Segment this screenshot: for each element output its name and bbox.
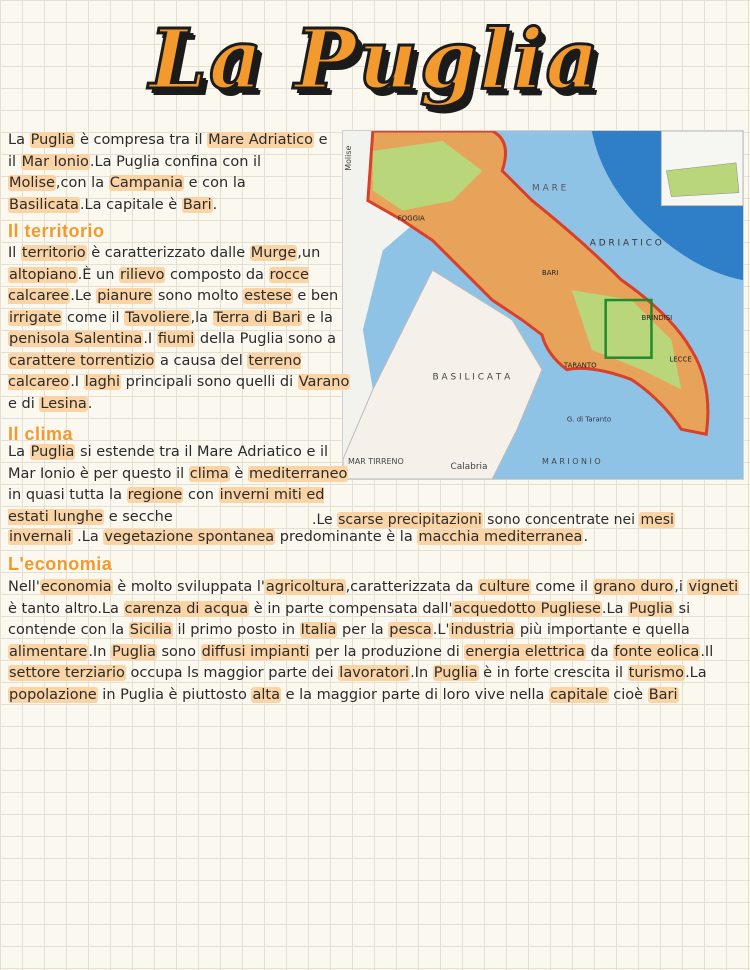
highlighted-term: pesca: [389, 622, 432, 639]
highlighted-term: Mare Adriatico: [208, 132, 314, 148]
text-run: è in parte compensata dall': [249, 600, 453, 617]
map-label-foggia: FOGGIA: [397, 214, 425, 223]
text-run: si estende tra il Mare Adriatico e il Mar Ionio è per questo il: [8, 444, 329, 482]
map-label-basilicata: B A S I L I C A T A: [432, 372, 511, 383]
highlighted-term: altopiano: [9, 266, 77, 283]
text-run: .Le: [312, 512, 338, 528]
text-run: è caratterizzato dalle: [86, 245, 250, 261]
clima-paragraph: [8, 442, 352, 528]
highlighted-term: irrigate: [9, 309, 62, 326]
highlighted-term: macchia mediterranea: [418, 529, 583, 545]
text-run: .In: [88, 643, 112, 660]
text-run: .Le: [70, 288, 97, 304]
text-run: cioè: [608, 686, 648, 703]
text-run: Nell': [8, 579, 40, 595]
text-run: e secche: [104, 508, 173, 525]
highlighted-term: Puglia: [629, 600, 673, 617]
text-run: il primo posto in: [172, 622, 300, 639]
text-run: .La: [72, 529, 104, 545]
text-run: a causa del: [155, 352, 248, 369]
highlighted-term: Puglia: [30, 444, 75, 460]
text-run: ,un: [297, 245, 321, 261]
text-run: .L': [432, 622, 450, 639]
highlighted-term: energia elettrica: [465, 643, 585, 660]
heading-territorio: Il territorio: [8, 221, 105, 241]
text-run: .: [87, 395, 93, 412]
highlighted-term: regione: [127, 487, 183, 503]
highlighted-term: Puglia: [30, 132, 75, 148]
highlighted-term: vegetazione spontanea: [104, 529, 275, 545]
intro-paragraph: [8, 130, 333, 216]
text-run: .La: [601, 600, 629, 617]
map-label-molise: Molise: [343, 145, 353, 171]
text-run: ,la: [190, 309, 213, 326]
text-run: composto da: [165, 266, 269, 283]
highlighted-term: economia: [40, 579, 112, 595]
text-run: e ben: [292, 288, 339, 304]
text-run: principali sono quelli di: [121, 374, 298, 390]
text-run: per la produzione di: [310, 643, 465, 660]
text-run: più importante e quella: [515, 622, 690, 639]
map-label-brindisi: BRINDISI: [641, 313, 673, 322]
highlighted-term: Bari: [648, 686, 678, 703]
text-run: .I: [70, 374, 84, 390]
text-run: e di: [8, 395, 40, 412]
heading-clima: Il clima: [8, 424, 74, 444]
text-run: in quasi tutta la: [8, 487, 127, 503]
highlighted-term: lavoratori: [339, 665, 410, 682]
highlighted-term: carattere torrentizio: [9, 352, 155, 369]
highlighted-term: penisola Salentina: [9, 331, 143, 347]
text-run: .Il: [700, 643, 714, 660]
text-run: e con la: [184, 175, 246, 191]
text-run: da: [585, 643, 614, 660]
map-label-mar-ionio: M A R I O N I O: [542, 457, 601, 467]
highlighted-term: Sicilia: [129, 622, 172, 639]
map-label-bari: BARI: [542, 269, 559, 278]
text-run: come il: [62, 309, 125, 326]
highlighted-term: mediterraneo: [248, 465, 348, 482]
highlighted-term: Tavoliere: [125, 309, 190, 326]
text-run: .È un: [77, 266, 120, 283]
highlighted-term: Basilicata: [9, 196, 79, 213]
highlighted-term: fiumi: [157, 331, 195, 347]
text-run: è: [229, 465, 248, 482]
highlighted-term: estese: [244, 288, 292, 304]
highlighted-term: Bari: [182, 196, 212, 213]
text-run: Il: [8, 245, 21, 261]
text-run: .La: [685, 665, 707, 682]
text-run: .: [212, 196, 218, 213]
text-run: La: [8, 132, 30, 148]
map-label-golfo-taranto: G. di Taranto: [566, 415, 612, 424]
map-label-mare: M A R E: [532, 183, 567, 194]
highlighted-term: turismo: [628, 665, 685, 682]
text-run: .La Puglia confina con il: [89, 153, 262, 170]
highlighted-term: clima: [189, 465, 229, 482]
text-run: .In: [410, 665, 433, 682]
highlighted-term: terreno calcareo: [8, 352, 302, 390]
highlighted-term: capitale: [550, 686, 608, 703]
highlighted-term: Molise: [9, 175, 55, 191]
clima-paragraph-last-line: [8, 527, 748, 549]
text-run: e la maggior parte di loro vive nella: [280, 686, 550, 703]
highlighted-term: Terra di Bari: [213, 309, 301, 326]
text-run: è in forte crescita il: [478, 665, 628, 682]
highlighted-term: Mar Ionio: [21, 153, 89, 170]
highlighted-term: Lesina: [40, 395, 87, 412]
text-run: sono: [156, 643, 201, 660]
highlighted-term: industria: [450, 622, 515, 639]
text-run: sono concentrate nei: [482, 512, 640, 528]
text-run: è tanto altro.La: [8, 600, 124, 617]
highlighted-term: invernali: [9, 529, 72, 545]
text-run: è compresa tra il: [75, 132, 208, 148]
text-run: ,caratterizzata da: [345, 579, 479, 595]
highlighted-term: Campania: [109, 175, 184, 191]
highlighted-term: diffusi impianti: [201, 643, 310, 660]
text-run: predominante è la: [275, 529, 418, 545]
map-label-taranto: TARANTO: [563, 361, 597, 370]
highlighted-term: rocce calcaree: [8, 266, 309, 304]
text-run: si contende con la: [8, 600, 691, 639]
highlighted-term: inverni miti ed estati lunghe: [8, 487, 325, 525]
text-run: ,con la: [55, 175, 109, 191]
highlighted-term: Varano: [298, 374, 350, 390]
highlighted-term: rilievo: [120, 266, 165, 283]
text-run: in Puglia è piuttosto: [97, 686, 252, 703]
highlighted-term: pianure: [97, 288, 153, 304]
highlighted-term: laghi: [84, 374, 121, 390]
text-run: è molto sviluppata l': [112, 579, 265, 595]
highlighted-term: Italia: [300, 622, 337, 639]
highlighted-term: settore terziario: [9, 665, 125, 682]
economia-paragraph: [8, 577, 744, 707]
text-run: .: [583, 529, 589, 545]
text-run: per la: [337, 622, 389, 639]
page-title: La Puglia: [149, 12, 601, 108]
highlighted-term: popolazione: [9, 686, 97, 703]
text-run: e il: [8, 132, 328, 170]
highlighted-term: grano duro: [593, 579, 674, 595]
highlighted-term: fonte eolica: [614, 643, 700, 660]
text-run: occupa ls maggior parte dei: [125, 665, 339, 682]
text-run: con: [183, 487, 219, 503]
text-run: .La capitale è: [79, 196, 182, 213]
highlighted-term: scarse precipitazioni: [338, 512, 482, 528]
highlighted-term: Murge: [250, 245, 297, 261]
puglia-map: [342, 130, 744, 480]
highlighted-term: carenza di acqua: [124, 600, 249, 617]
highlighted-term: alimentare: [9, 643, 88, 660]
highlighted-term: territorio: [21, 245, 86, 261]
highlighted-term: vigneti: [688, 579, 739, 595]
text-run: sono molto: [153, 288, 244, 304]
map-label-adriatico: A D R I A T I C O: [589, 238, 662, 249]
highlighted-term: Puglia: [112, 643, 156, 660]
text-run: La: [8, 444, 30, 460]
map-label-lecce: LECCE: [669, 355, 692, 364]
highlighted-term: culture: [479, 579, 530, 595]
highlighted-term: agricoltura: [265, 579, 345, 595]
text-run: come il: [530, 579, 593, 595]
highlighted-term: alta: [252, 686, 280, 703]
heading-economia: L'economia: [8, 554, 113, 574]
territorio-paragraph: [8, 243, 352, 415]
text-run: e la: [301, 309, 333, 326]
highlighted-term: Puglia: [433, 665, 478, 682]
map-label-mar-tirreno: MAR TIRRENO: [347, 457, 404, 467]
text-run: della Puglia sono a: [195, 331, 336, 347]
highlighted-term: acquedotto Pugliese: [453, 600, 601, 617]
text-run: ,i: [674, 579, 688, 595]
text-run: .I: [143, 331, 157, 347]
highlighted-term: mesi: [640, 512, 674, 528]
map-label-calabria: Calabria: [450, 462, 488, 473]
